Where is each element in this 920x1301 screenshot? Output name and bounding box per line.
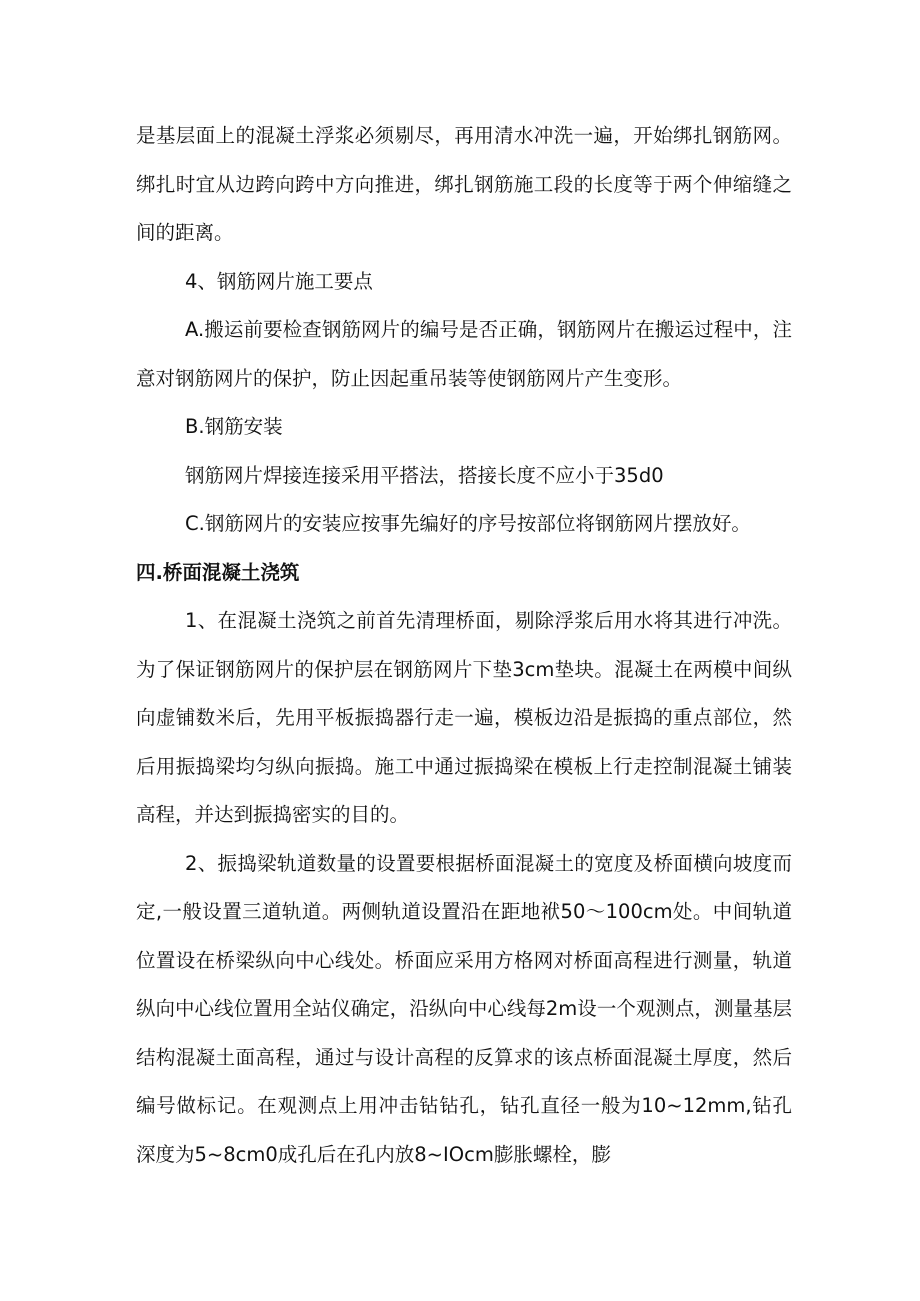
paragraph: A.搬运前要检查钢筋网片的编号是否正确，钢筋网片在搬运过程中，注意对钢筋网片的保护，防止因起重吊装等使钢筋网片产生变形。 (136, 318, 792, 390)
paragraph-continuation: 是基层面上的混凝土浮浆必须剔尽，再用清水冲洗一遍，开始绑扎钢筋网。绑扎时宜从边跨向跨中方向推进，绑扎钢筋施工段的长度等于两个伸缩缝之间的距离。 (136, 124, 792, 244)
section-heading: 四.桥面混凝土浇筑 (136, 560, 300, 584)
item-heading: B.钢筋安装 (185, 415, 283, 438)
paragraph: 1、在混凝土浇筑之前首先清理桥面，剔除浮浆后用水将其进行冲洗。为了保证钢筋网片的保护层在钢筋网片下垫3cm垫块。混凝土在两模中间纵向虚铺数米后，先用平板振捣器行走一遍，模板边沿是振捣的重点部位，然后用振捣梁均匀纵向振捣。施工中通过振捣梁在模板上行走控制混凝土铺装高程，并达到振捣密实的目的。 (136, 609, 792, 826)
paragraph: 钢筋网片焊接连接采用平搭法，搭接长度不应小于35d0 (185, 463, 664, 487)
section-subheading: 4、钢筋网片施工要点 (185, 269, 373, 293)
paragraph: 2、振捣梁轨道数量的设置要根据桥面混凝土的宽度及桥面横向坡度而定,一般设置三道轨道。两侧轨道设置沿在距地袱50〜100cm处。中间轨道位置设在桥梁纵向中心线处。桥面应采用方格网对桥面高程进行测量，轨道纵向中心线位置用全站仪确定，沿纵向中心线每2m设一个观测点，测量基层结构混凝土面高程，通过与设计高程的反算求的该点桥面混凝土厚度，然后编号做标记。在观测点上用冲击钻钻孔，钻孔直径一般为10~12mm,钻孔深度为5~8cm0成孔后在孔内放8~IOcm膨胀螺栓，膨 (136, 851, 792, 1166)
paragraph: C.钢筋网片的安装应按事先编好的序号按部位将钢筋网片摆放好。 (185, 512, 751, 535)
document-body (136, 112, 792, 1179)
